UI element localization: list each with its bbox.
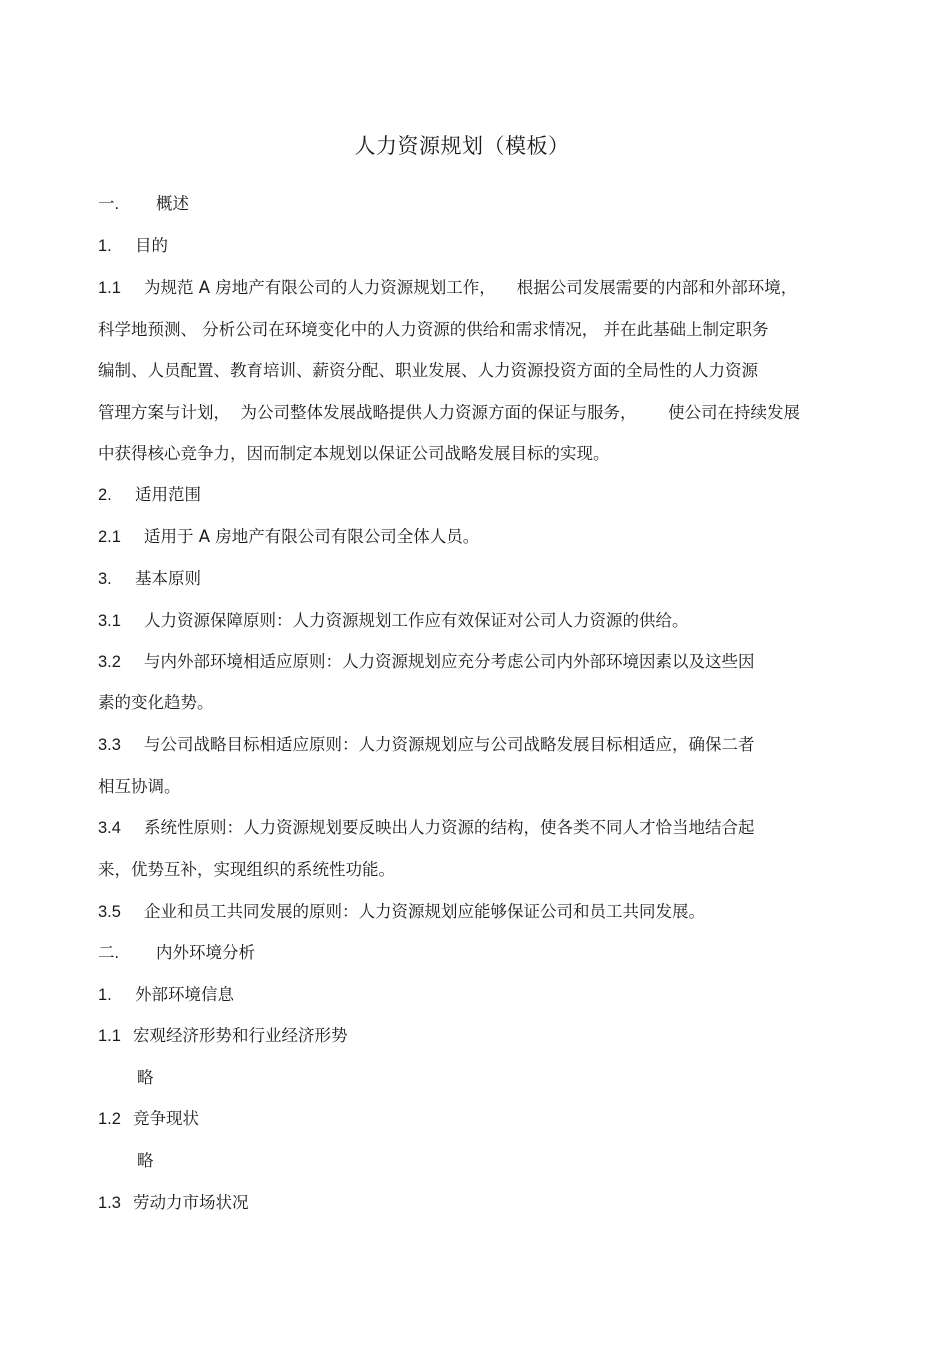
clause-text: 宏观经济形势和行业经济形势 [133,1026,348,1045]
clause-number: 1.1 [98,279,121,297]
paragraph-3-1 [98,610,689,632]
subsection-heading-principles [98,568,201,590]
subsection-number: 1. [98,986,112,1004]
paragraph-3-4-line-1 [98,817,755,839]
paragraph-3-3-line-1 [98,734,755,756]
section-heading-overview [98,193,189,215]
section-number: 一. [98,195,120,213]
subsection-number: 3. [98,570,112,588]
clause-text: 人力资源保障原则：人力资源规划工作应有效保证对公司人力资源的供给。 [144,611,689,630]
clause-number: 3.4 [98,819,121,837]
paragraph-3-2-line-1 [98,651,755,673]
paragraph-1-1-line-1 [98,277,797,299]
subsection-text: 基本原则 [135,569,201,588]
clause-text: 劳动力市场状况 [133,1193,249,1212]
paragraph-3-4-line-2: 来，优势互补，实现组织的系统性功能。 [98,860,395,879]
subsection-number: 2. [98,486,112,504]
paragraph-3-5 [98,901,705,923]
clause-text: 为规范 A 房地产有限公司的人力资源规划工作， 根据公司发展需要的内部和外部环境， [144,278,798,297]
subsection-text: 适用范围 [135,485,201,504]
subsection-heading-external [98,984,234,1006]
clause-text: 适用于 A 房地产有限公司有限公司全体人员。 [144,527,480,546]
clause-competition [98,1108,199,1130]
paragraph-1-1-line-2: 科学地预测、 分析公司在环境变化中的人力资源的供给和需求情况， 并在此基础上制定职务 [98,320,769,339]
clause-number: 3.2 [98,653,121,671]
paragraph-3-3-line-2: 相互协调。 [98,777,181,796]
clause-number: 3.5 [98,903,121,921]
section-text: 内外环境分析 [156,943,255,962]
clause-number: 3.3 [98,736,121,754]
clause-text: 与内外部环境相适应原则：人力资源规划应充分考虑公司内外部环境因素以及这些因 [144,652,755,671]
clause-number: 1.2 [98,1110,121,1128]
clause-text: 企业和员工共同发展的原则：人力资源规划应能够保证公司和员工共同发展。 [144,902,705,921]
clause-number: 1.3 [98,1194,121,1212]
clause-text: 与公司战略目标相适应原则：人力资源规划应与公司战略发展目标相适应，确保二者 [144,735,755,754]
paragraph-3-2-line-2: 素的变化趋势。 [98,693,214,712]
paragraph-1-1-line-5: 中获得核心竞争力，因而制定本规划以保证公司战略发展目标的实现。 [98,444,610,463]
clause-macro-economy-body: 略 [137,1068,154,1087]
clause-number: 2.1 [98,528,121,546]
subsection-text: 目的 [135,236,168,255]
paragraph-1-1-line-4: 管理方案与计划， 为公司整体发展战略提供人力资源方面的保证与服务， 使公司在持续发展 [98,403,800,422]
clause-competition-body: 略 [137,1151,154,1170]
clause-text: 系统性原则：人力资源规划要反映出人力资源的结构，使各类不同人才恰当地结合起 [144,818,755,837]
clause-macro-economy [98,1025,348,1047]
document-title: 人力资源规划（模板） [354,134,570,158]
clause-number: 3.1 [98,612,121,630]
clause-number: 1.1 [98,1027,121,1045]
clause-text: 竞争现状 [133,1109,199,1128]
subsection-text: 外部环境信息 [135,985,234,1004]
section-text: 概述 [156,194,189,213]
clause-labor-market [98,1192,249,1214]
subsection-heading-scope [98,484,201,506]
paragraph-1-1-line-3: 编制、人员配置、教育培训、薪资分配、职业发展、人力资源投资方面的全局性的人力资源 [98,361,758,380]
paragraph-2-1 [98,526,479,548]
subsection-number: 1. [98,237,112,255]
section-number: 二. [98,944,120,962]
section-heading-environment [98,942,255,964]
subsection-heading-purpose [98,235,168,257]
